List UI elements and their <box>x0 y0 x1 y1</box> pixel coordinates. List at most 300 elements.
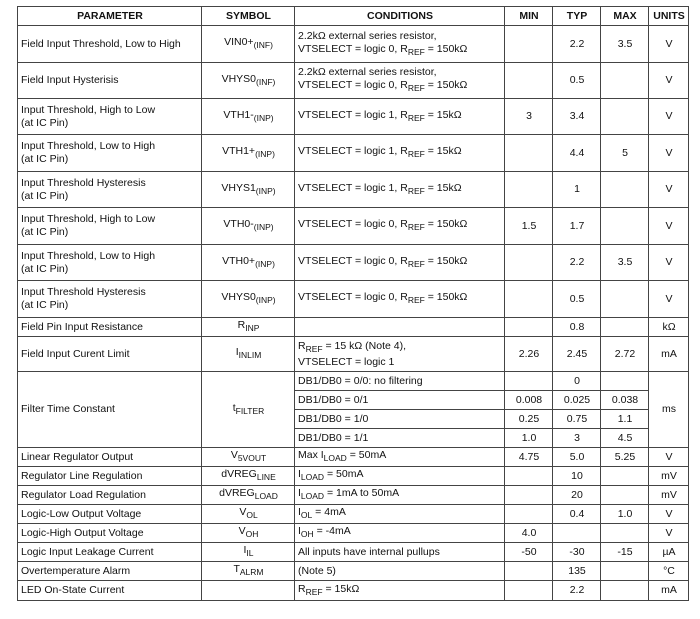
conditions-text: = 15kΩ <box>424 145 462 157</box>
conditions-line <box>298 487 399 499</box>
max-cell: 5 <box>601 135 649 172</box>
units-cell: mV <box>649 486 689 505</box>
min-cell: -50 <box>505 543 553 562</box>
units-cell: V <box>649 245 689 281</box>
symbol-base: VTH1- <box>223 108 254 121</box>
conditions-cell <box>295 543 505 562</box>
conditions-cell <box>295 172 505 208</box>
conditions-cell: DB1/DB0 = 1/1 <box>295 429 505 448</box>
symbol-subscript: (INP) <box>253 222 274 232</box>
parameter-cell <box>18 486 202 505</box>
conditions-cell <box>295 281 505 318</box>
conditions-cell <box>295 245 505 281</box>
symbol-base: VTH1+ <box>222 145 256 157</box>
symbol-subscript: INLIM <box>238 350 262 360</box>
typ-cell: 135 <box>553 562 601 581</box>
typ-cell: 0.8 <box>553 318 601 337</box>
min-cell <box>505 581 553 601</box>
parameter-text: Overtemperature Alarm <box>21 564 131 577</box>
parameter-text: Input Threshold, Low to High <box>21 140 156 152</box>
parameter-cell <box>18 372 202 448</box>
conditions-subscript: REF <box>407 149 425 159</box>
typ-cell <box>553 524 601 543</box>
conditions-cell <box>295 486 505 505</box>
conditions-subscript: LOAD <box>300 491 325 501</box>
units-cell: V <box>649 26 689 63</box>
parameter-text: Field Pin Input Resistance <box>21 320 143 333</box>
parameter-cell <box>18 99 202 135</box>
symbol-base: V <box>239 506 247 518</box>
symbol-cell <box>202 448 295 467</box>
spec-table-container <box>17 6 689 601</box>
parameter-text: Linear Regulator Output <box>21 450 134 463</box>
conditions-cell <box>295 26 505 63</box>
conditions-text: VTSELECT = logic 0, R <box>298 291 408 303</box>
symbol-base: VHYS0 <box>221 72 257 85</box>
symbol-cell <box>202 208 295 245</box>
table-row <box>18 135 689 172</box>
units-cell: V <box>649 524 689 543</box>
symbol-cell <box>202 505 295 524</box>
parameter-text: (at IC Pin) <box>21 116 69 129</box>
symbol-base: V <box>230 449 238 461</box>
min-cell: 0.008 <box>505 391 553 410</box>
symbol-cell <box>202 245 295 281</box>
conditions-text: = 150kΩ <box>424 254 468 267</box>
max-cell: 1.0 <box>601 505 649 524</box>
max-cell <box>601 99 649 135</box>
parameter-cell <box>18 318 202 337</box>
min-cell <box>505 318 553 337</box>
parameter-text: Input Threshold Hysteresis <box>21 176 146 189</box>
symbol-base: dVREG <box>219 487 255 499</box>
parameter-cell <box>18 281 202 318</box>
conditions-cell <box>295 99 505 135</box>
parameter-text: Field Input Curent Limit <box>21 347 130 360</box>
conditions-line <box>298 506 346 518</box>
conditions-cell <box>295 208 505 245</box>
typ-cell: 0.5 <box>553 63 601 99</box>
symbol-cell <box>202 318 295 337</box>
conditions-text: = -4mA <box>313 525 351 537</box>
max-cell <box>601 581 649 601</box>
table-row <box>18 543 689 562</box>
units-cell: V <box>649 172 689 208</box>
conditions-text: = 150kΩ <box>424 218 468 230</box>
header-conditions: CONDITIONS <box>295 7 505 26</box>
conditions-subscript: REF <box>407 46 425 57</box>
conditions-text: VTSELECT = logic 1 <box>298 355 395 368</box>
parameter-text: Field Input Threshold, Low to High <box>21 37 181 50</box>
conditions-cell <box>295 63 505 99</box>
symbol-cell <box>202 337 295 372</box>
symbol-base: VTH0- <box>223 218 254 230</box>
table-row <box>18 63 689 99</box>
conditions-text: 2.2kΩ external series resistor, <box>298 29 437 42</box>
table-row <box>18 318 689 337</box>
min-cell <box>505 505 553 524</box>
table-row <box>18 467 689 486</box>
typ-cell: -30 <box>553 543 601 562</box>
conditions-line <box>298 79 502 95</box>
units-cell: kΩ <box>649 318 689 337</box>
symbol-subscript: ALRM <box>239 567 264 577</box>
conditions-cell <box>295 562 505 581</box>
max-cell: 1.1 <box>601 410 649 429</box>
table-row <box>18 562 689 581</box>
parameter-cell <box>18 581 202 601</box>
header-typ: TYP <box>553 7 601 26</box>
table-row <box>18 524 689 543</box>
conditions-text: = 150kΩ <box>424 291 468 303</box>
symbol-base: I <box>243 544 247 556</box>
units-cell: V <box>649 448 689 467</box>
typ-cell: 3.4 <box>553 99 601 135</box>
parameter-cell <box>18 208 202 245</box>
symbol-cell <box>202 467 295 486</box>
parameter-cell <box>18 26 202 63</box>
conditions-subscript: REF <box>407 258 425 269</box>
min-cell: 3 <box>505 99 553 135</box>
parameter-text: Filter Time Constant <box>21 403 115 415</box>
conditions-text: I <box>298 468 301 480</box>
min-cell <box>505 63 553 99</box>
units-cell: V <box>649 505 689 524</box>
conditions-line <box>298 109 462 121</box>
symbol-base: I <box>235 346 239 358</box>
conditions-text: = 15kΩ <box>322 582 360 595</box>
header-parameter: PARAMETER <box>18 7 202 26</box>
table-row <box>18 99 689 135</box>
min-cell <box>505 135 553 172</box>
table-row <box>18 245 689 281</box>
conditions-text: I <box>298 506 301 518</box>
conditions-cell <box>295 505 505 524</box>
conditions-cell <box>295 337 505 372</box>
parameter-cell <box>18 172 202 208</box>
typ-cell: 0.4 <box>553 505 601 524</box>
parameter-text: Input Threshold, Low to High <box>21 249 156 262</box>
typ-cell: 0.75 <box>553 410 601 429</box>
conditions-text: = 4mA <box>312 506 346 518</box>
conditions-line <box>298 340 502 356</box>
symbol-base: V <box>238 525 246 537</box>
parameter-text: (at IC Pin) <box>21 226 69 238</box>
conditions-cell <box>295 318 505 337</box>
symbol-cell <box>202 281 295 318</box>
conditions-subscript: LOAD <box>323 453 347 463</box>
max-cell: 3.5 <box>601 26 649 63</box>
conditions-line <box>298 356 502 369</box>
max-cell <box>601 172 649 208</box>
conditions-subscript: REF <box>407 112 425 123</box>
units-cell: V <box>649 99 689 135</box>
table-body <box>18 26 689 601</box>
conditions-cell: DB1/DB0 = 1/0 <box>295 410 505 429</box>
table-row <box>18 172 689 208</box>
min-cell: 1.5 <box>505 208 553 245</box>
conditions-subscript: REF <box>407 222 425 232</box>
parameter-text: Logic-Low Output Voltage <box>21 507 142 520</box>
table-row <box>18 505 689 524</box>
conditions-subscript: REF <box>305 343 323 354</box>
typ-cell: 3 <box>553 429 601 448</box>
parameter-cell <box>18 467 202 486</box>
table-row <box>18 26 689 63</box>
max-cell <box>601 467 649 486</box>
symbol-subscript: 5VOUT <box>237 453 267 463</box>
symbol-base: VHYS1 <box>221 181 256 194</box>
symbol-cell <box>202 135 295 172</box>
table-row <box>18 448 689 467</box>
units-cell: ms <box>649 372 689 448</box>
conditions-text: = 15kΩ <box>424 181 462 194</box>
electrical-characteristics-table <box>17 6 689 601</box>
symbol-cell <box>202 99 295 135</box>
units-cell: mA <box>649 581 689 601</box>
parameter-cell <box>18 135 202 172</box>
conditions-subscript: LOAD <box>300 472 325 482</box>
parameter-cell <box>18 524 202 543</box>
header-units: UNITS <box>649 7 689 26</box>
min-cell: 2.26 <box>505 337 553 372</box>
conditions-subscript: REF <box>407 185 425 196</box>
table-row <box>18 486 689 505</box>
max-cell <box>601 63 649 99</box>
header-min: MIN <box>505 7 553 26</box>
max-cell <box>601 318 649 337</box>
symbol-cell <box>202 581 295 601</box>
conditions-text: Max I <box>298 449 324 461</box>
conditions-cell <box>295 467 505 486</box>
symbol-base: VHYS0 <box>221 291 256 303</box>
conditions-text: (Note 5) <box>298 564 336 577</box>
table-row <box>18 281 689 318</box>
typ-cell: 20 <box>553 486 601 505</box>
conditions-text: VTSELECT = logic 0, R <box>298 218 408 230</box>
conditions-text: 2.2kΩ external series resistor, <box>298 66 437 78</box>
min-cell <box>505 281 553 318</box>
table-row <box>18 208 689 245</box>
symbol-cell <box>202 524 295 543</box>
header-row <box>18 7 689 26</box>
symbol-subscript: (INF) <box>256 76 276 87</box>
typ-cell: 2.2 <box>553 245 601 281</box>
conditions-text: = 150kΩ <box>424 79 468 91</box>
conditions-text: = 50mA <box>324 468 364 480</box>
typ-cell: 4.4 <box>553 135 601 172</box>
max-cell <box>601 372 649 391</box>
typ-cell: 0.5 <box>553 281 601 318</box>
conditions-line <box>298 182 462 194</box>
conditions-subscript: OL <box>300 510 313 520</box>
conditions-line <box>298 145 462 157</box>
conditions-text: = 1mA to 50mA <box>324 487 400 499</box>
conditions-line <box>298 565 336 577</box>
max-cell: 2.72 <box>601 337 649 372</box>
units-cell: V <box>649 281 689 318</box>
parameter-text: Input Threshold, High to Low <box>21 213 156 225</box>
conditions-text: = 50mA <box>346 449 387 461</box>
max-cell <box>601 524 649 543</box>
conditions-line <box>298 546 440 558</box>
symbol-cell <box>202 562 295 581</box>
symbol-subscript: LOAD <box>254 491 278 501</box>
units-cell: V <box>649 63 689 99</box>
units-cell: µA <box>649 543 689 562</box>
parameter-text: Input Threshold Hysteresis <box>21 286 146 298</box>
max-cell: 3.5 <box>601 245 649 281</box>
table-row <box>18 581 689 601</box>
symbol-subscript: (INP) <box>255 149 275 159</box>
conditions-subscript: REF <box>305 586 323 597</box>
typ-cell: 2.45 <box>553 337 601 372</box>
parameter-text: Logic Input Leakage Current <box>21 545 154 558</box>
parameter-text: (at IC Pin) <box>21 153 69 165</box>
conditions-cell <box>295 135 505 172</box>
conditions-text: VTSELECT = logic 0, R <box>298 42 408 55</box>
units-cell: V <box>649 208 689 245</box>
symbol-subscript: (INP) <box>255 295 276 305</box>
symbol-base: T <box>233 563 240 575</box>
conditions-line <box>298 468 363 480</box>
conditions-text: VTSELECT = logic 0, R <box>298 254 408 267</box>
conditions-text: VTSELECT = logic 0, R <box>298 79 408 91</box>
symbol-subscript: (INF) <box>253 40 273 50</box>
typ-cell: 5.0 <box>553 448 601 467</box>
table-row <box>18 337 689 372</box>
parameter-cell <box>18 63 202 99</box>
parameter-cell <box>18 337 202 372</box>
typ-cell: 0.025 <box>553 391 601 410</box>
symbol-cell <box>202 486 295 505</box>
max-cell <box>601 486 649 505</box>
symbol-subscript: IL <box>246 548 254 558</box>
parameter-text: LED On-State Current <box>21 584 125 596</box>
conditions-subscript: OH <box>300 529 314 539</box>
parameter-cell <box>18 543 202 562</box>
symbol-base: R <box>237 319 246 331</box>
conditions-cell: DB1/DB0 = 0/1 <box>295 391 505 410</box>
parameter-text: (at IC Pin) <box>21 299 69 311</box>
symbol-subscript: LINE <box>256 472 276 482</box>
typ-cell: 1 <box>553 172 601 208</box>
symbol-subscript: OH <box>245 529 259 539</box>
min-cell: 4.0 <box>505 524 553 543</box>
units-cell: V <box>649 135 689 172</box>
max-cell: -15 <box>601 543 649 562</box>
conditions-text: VTSELECT = logic 1, R <box>298 145 408 157</box>
conditions-text: R <box>298 582 306 595</box>
symbol-cell <box>202 172 295 208</box>
conditions-line <box>298 30 502 43</box>
conditions-line <box>298 525 351 537</box>
conditions-text: VTSELECT = logic 1, R <box>298 108 408 121</box>
min-cell <box>505 245 553 281</box>
max-cell: 4.5 <box>601 429 649 448</box>
conditions-cell <box>295 524 505 543</box>
symbol-base: VIN0+ <box>224 36 254 48</box>
min-cell: 4.75 <box>505 448 553 467</box>
min-cell: 1.0 <box>505 429 553 448</box>
parameter-cell <box>18 505 202 524</box>
min-cell <box>505 26 553 63</box>
conditions-subscript: REF <box>407 295 425 305</box>
symbol-cell <box>202 63 295 99</box>
typ-cell: 10 <box>553 467 601 486</box>
parameter-text: (at IC Pin) <box>21 189 69 202</box>
parameter-text: Regulator Load Regulation <box>21 488 146 501</box>
conditions-cell: DB1/DB0 = 0/0: no filtering <box>295 372 505 391</box>
conditions-line <box>298 449 386 461</box>
max-cell: 5.25 <box>601 448 649 467</box>
units-cell: mA <box>649 337 689 372</box>
parameter-text: Regulator Line Regulation <box>21 469 143 482</box>
max-cell <box>601 208 649 245</box>
min-cell <box>505 172 553 208</box>
symbol-subscript: (INP) <box>255 185 276 196</box>
typ-cell: 1.7 <box>553 208 601 245</box>
typ-cell: 0 <box>553 372 601 391</box>
conditions-text: = 150kΩ <box>424 42 468 55</box>
filter-row <box>18 372 689 391</box>
conditions-text: = 15 kΩ (Note 4), <box>322 339 407 352</box>
conditions-subscript: REF <box>407 83 425 93</box>
min-cell <box>505 562 553 581</box>
symbol-subscript: FILTER <box>235 405 265 416</box>
parameter-cell <box>18 562 202 581</box>
parameter-text: (at IC Pin) <box>21 262 69 275</box>
symbol-subscript: INP <box>245 323 260 333</box>
symbol-subscript: (INP) <box>255 258 275 269</box>
conditions-text: All inputs have internal pullups <box>298 545 440 558</box>
conditions-cell <box>295 448 505 467</box>
conditions-text: R <box>298 339 306 352</box>
symbol-cell <box>202 26 295 63</box>
min-cell <box>505 372 553 391</box>
min-cell <box>505 467 553 486</box>
units-cell: °C <box>649 562 689 581</box>
conditions-line <box>298 583 359 595</box>
parameter-cell <box>18 245 202 281</box>
parameter-cell <box>18 448 202 467</box>
max-cell <box>601 281 649 318</box>
symbol-base: VTH0+ <box>222 254 256 267</box>
conditions-cell <box>295 581 505 601</box>
conditions-line <box>298 43 502 59</box>
conditions-text: VTSELECT = logic 1, R <box>298 181 408 194</box>
conditions-text: I <box>298 487 301 499</box>
header-symbol: SYMBOL <box>202 7 295 26</box>
max-cell <box>601 562 649 581</box>
min-cell <box>505 486 553 505</box>
min-cell: 0.25 <box>505 410 553 429</box>
symbol-cell <box>202 543 295 562</box>
symbol-subscript: (INP) <box>253 112 274 123</box>
units-cell: mV <box>649 467 689 486</box>
parameter-text: Field Input Hysterisis <box>21 74 119 86</box>
conditions-line <box>298 255 467 267</box>
conditions-text: = 15kΩ <box>424 108 462 121</box>
header-max: MAX <box>601 7 649 26</box>
symbol-base: t <box>232 401 236 414</box>
max-cell: 0.038 <box>601 391 649 410</box>
typ-cell: 2.2 <box>553 26 601 63</box>
parameter-text: Logic-High Output Voltage <box>21 526 144 539</box>
symbol-base: dVREG <box>221 468 257 480</box>
conditions-line <box>298 66 502 79</box>
typ-cell: 2.2 <box>553 581 601 601</box>
